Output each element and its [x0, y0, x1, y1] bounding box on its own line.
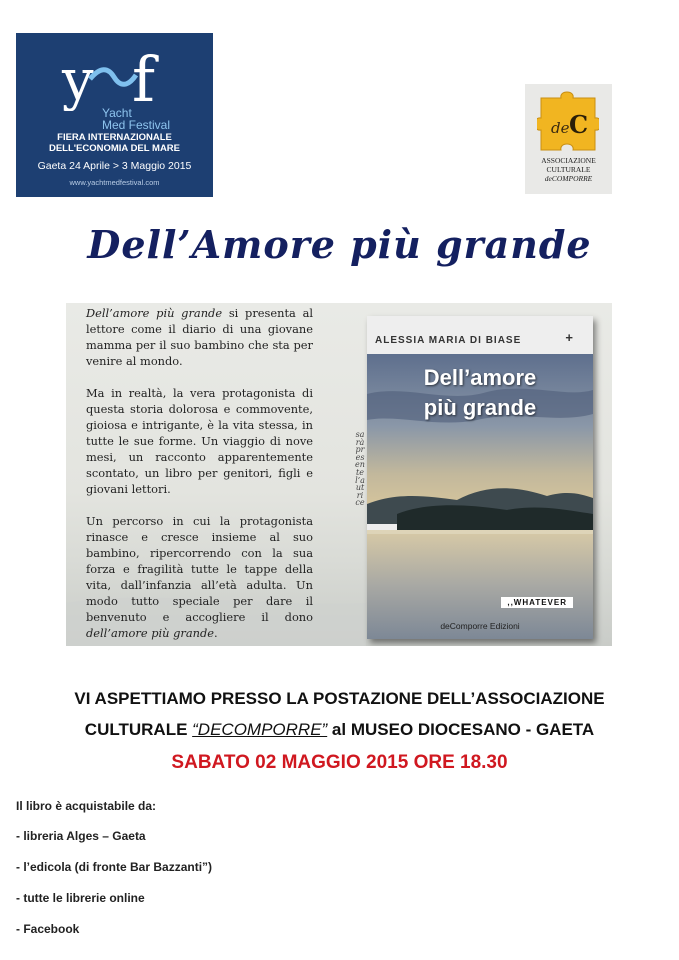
buy-list-title: Il libro è acquistabile da:	[16, 799, 157, 813]
buy-list-item: - libreria Alges – Gaeta	[16, 829, 146, 843]
ymf-name-line1: Yacht	[102, 106, 132, 120]
puzzle-piece-icon	[537, 88, 599, 152]
ymf-dates: Gaeta 24 Aprile > 3 Maggio 2015	[37, 160, 192, 172]
ymf-fiera	[16, 132, 213, 154]
ymf-fiera-line2: DELL'ECONOMIA DEL MARE	[48, 143, 181, 154]
description-p3-text: Un percorso in cui la protagonista rinasce e cresce insieme al suo bambino, ripercorrendo con la sua forza e fragilità tutte le tappe della vita, dall’infanzia all’età adulta. Un modo tutto speciale per dare il benvenuto e accogliere il dono	[86, 514, 313, 624]
description-p3-title: dell’amore più grande	[86, 626, 214, 640]
book-cover	[367, 316, 593, 639]
yacht-med-festival-logo	[16, 33, 213, 197]
author-present-note: sarà presente l’autrice	[355, 430, 365, 508]
ymf-name	[102, 107, 170, 131]
ymf-url: www.yachtmedfestival.com	[69, 178, 160, 187]
dec-line3: deCOMPORRE	[544, 174, 593, 183]
decomporre-logo	[525, 84, 612, 194]
book-promo-image	[66, 303, 612, 646]
buy-list-item: - Facebook	[16, 922, 80, 936]
invite-line-2	[0, 720, 679, 740]
description-p3-end: .	[213, 626, 218, 640]
description-p1-text: si presenta al lettore come il diario di una giovane mamma per il suo bambino che sta per venire al mondo.	[86, 306, 313, 368]
svg-text:de: de	[551, 119, 570, 137]
book-title	[367, 363, 593, 423]
event-date: SABATO 02 MAGGIO 2015 ORE 18.30	[171, 752, 508, 773]
ymf-wave-icon	[90, 70, 136, 85]
dec-line1: ASSOCIAZIONE	[541, 156, 596, 165]
invite-line-1: VI ASPETTIAMO PRESSO LA POSTAZIONE DELL’ASSOCIAZIONE	[74, 689, 605, 708]
description-paragraph-3	[86, 513, 313, 641]
decomporre-logo-text	[525, 156, 612, 183]
description-paragraph-1	[86, 305, 313, 369]
book-author: ALESSIA MARIA DI BIASE	[375, 335, 522, 346]
book-description	[86, 305, 313, 646]
invite-association-name: “DECOMPORRE”	[192, 720, 328, 739]
dec-line2: CULTURALE	[546, 165, 591, 174]
book-series-label: ,,WHATEVER	[501, 597, 573, 608]
ymf-letter-f: f	[132, 43, 155, 111]
ymf-fiera-line1: FIERA INTERNAZIONALE	[57, 132, 172, 143]
book-title-line2: più grande	[423, 395, 537, 420]
book-publisher: deComporre Edizioni	[440, 621, 520, 631]
ymf-logo-mark	[60, 41, 170, 111]
book-title-line1: Dell’amore	[423, 365, 537, 390]
buy-list-item: - tutte le librerie online	[16, 891, 145, 905]
ymf-letter-y: y	[62, 48, 94, 111]
buy-list-item: - l’edicola (di fronte Bar Bazzanti”)	[16, 860, 213, 874]
description-book-title: Dell’amore più grande	[86, 306, 223, 320]
ymf-name-line2: Med Festival	[102, 118, 171, 132]
page-title: Dell’Amore più grande	[87, 222, 592, 267]
description-paragraph-2: Ma in realtà, la vera protagonista di questa storia dolorosa e commovente, gioiosa e intrigante, è la vita stessa, in tutte le sue forme. Un viaggio di nove mesi, un racconto apparentemente scontato, un libro per genitori, figli e giovani lettori.	[86, 386, 313, 496]
invite-line2-a: CULTURALE	[84, 720, 193, 739]
book-plus-icon: +	[565, 330, 573, 345]
invite-line2-b: al MUSEO DIOCESANO - GAETA	[327, 720, 595, 739]
svg-text:C: C	[569, 110, 589, 139]
